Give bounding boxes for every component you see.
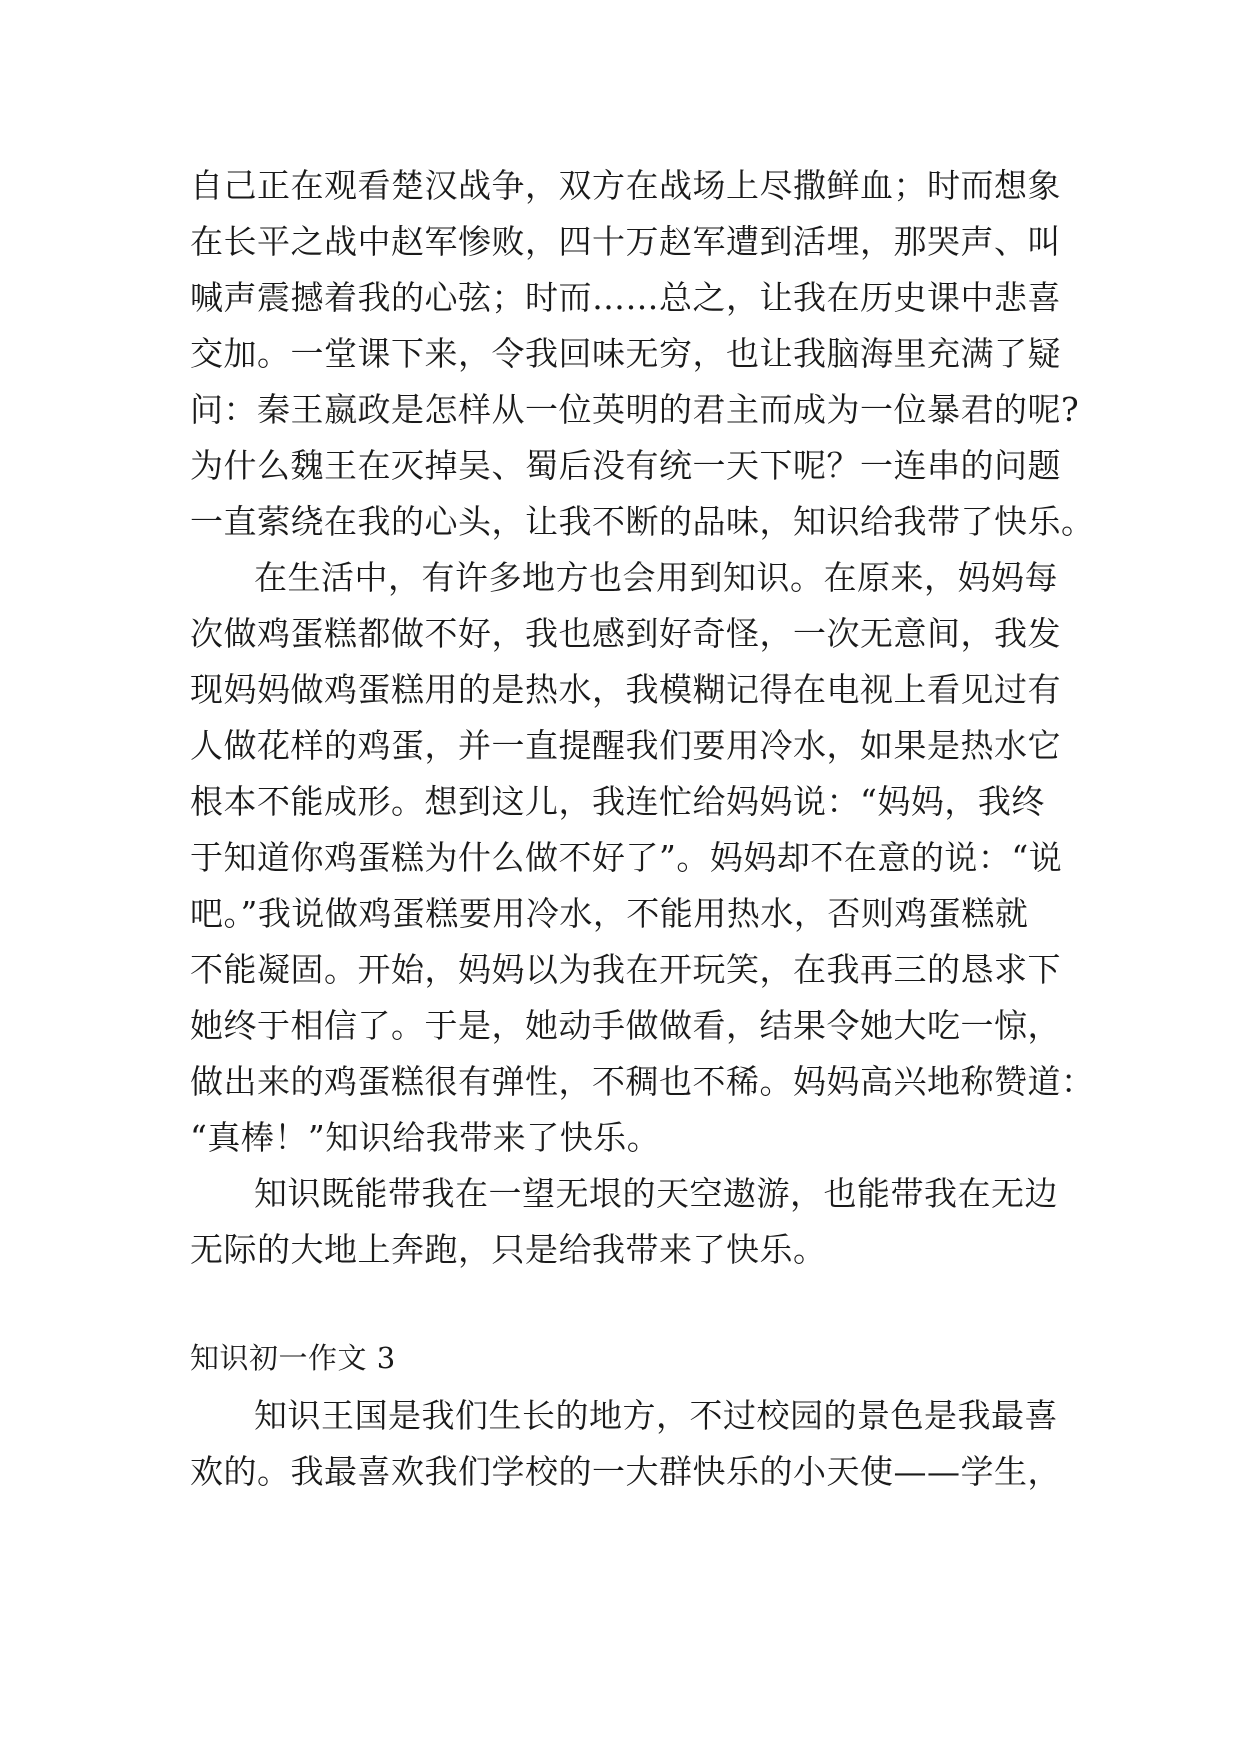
section-title: 知识初一作文 3 [190, 1341, 396, 1375]
text-line: 欢的。我最喜欢我们学校的一大群快乐的小天使——学生， [190, 1452, 1061, 1491]
paragraph-first-line: 知识王国是我们生长的地方，不过校园的景色是我最喜 [254, 1396, 1058, 1435]
text-line: 喊声震撼着我的心弦；时而……总之，让我在历史课中悲喜 [190, 278, 1061, 317]
text-line: 不能凝固。开始，妈妈以为我在开玩笑，在我再三的恳求下 [190, 950, 1061, 989]
text-line: 做出来的鸡蛋糕很有弹性，不稠也不稀。妈妈高兴地称赞道： [190, 1062, 1095, 1101]
text-line: 次做鸡蛋糕都做不好，我也感到好奇怪，一次无意间，我发 [190, 614, 1061, 653]
text-line: 为什么魏王在灭掉吴、蜀后没有统一天下呢？一连串的问题 [190, 446, 1061, 485]
text-line: 吧。”我说做鸡蛋糕要用冷水，不能用热水，否则鸡蛋糕就 [190, 894, 1029, 933]
text-line: 根本不能成形。想到这儿，我连忙给妈妈说：“妈妈，我终 [190, 782, 1045, 821]
text-line: 人做花样的鸡蛋，并一直提醒我们要用冷水，如果是热水它 [190, 726, 1061, 765]
text-line: 无际的大地上奔跑，只是给我带来了快乐。 [190, 1230, 827, 1269]
text-line: 现妈妈做鸡蛋糕用的是热水，我模糊记得在电视上看见过有 [190, 670, 1061, 709]
text-line: “真棒！”知识给我带来了快乐。 [190, 1118, 661, 1157]
text-line: 自己正在观看楚汉战争，双方在战场上尽撒鲜血；时而想象 [190, 166, 1061, 205]
text-line: 于知道你鸡蛋糕为什么做不好了”。妈妈却不在意的说：“说 [190, 838, 1063, 877]
text-line: 在长平之战中赵军惨败，四十万赵军遭到活埋，那哭声、叫 [190, 222, 1061, 261]
paragraph-first-line: 知识既能带我在一望无垠的天空遨游，也能带我在无边 [254, 1174, 1058, 1213]
text-line: 一直萦绕在我的心头，让我不断的品味，知识给我带了快乐。 [190, 502, 1095, 541]
text-line: 她终于相信了。于是，她动手做做看，结果令她大吃一惊， [190, 1006, 1061, 1045]
paragraph-first-line: 在生活中，有许多地方也会用到知识。在原来，妈妈每 [254, 558, 1058, 597]
text-line: 问：秦王嬴政是怎样从一位英明的君主而成为一位暴君的呢? [190, 390, 1080, 429]
text-line: 交加。一堂课下来，令我回味无穷，也让我脑海里充满了疑 [190, 334, 1061, 373]
